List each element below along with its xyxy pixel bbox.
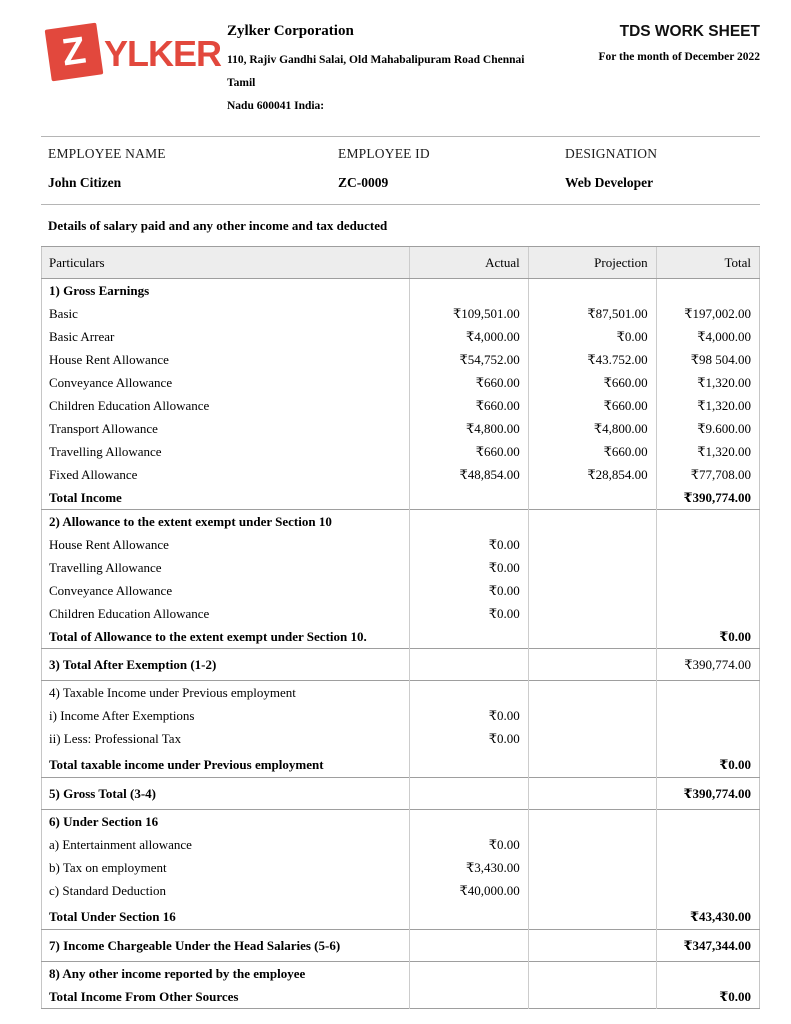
cell-projection [528,279,656,303]
column-header-particulars: Particulars [42,247,410,279]
cell-particulars: 5) Gross Total (3-4) [49,786,157,801]
cell-total: ₹1,320.00 [656,394,759,417]
cell-actual: ₹0.00 [409,602,528,625]
table-section [42,510,760,649]
cell-particulars: Total taxable income under Previous employment [49,757,324,772]
table-row [42,417,760,440]
cell-total: ₹1,320.00 [656,440,759,463]
cell-projection: ₹28,854.00 [528,463,656,486]
cell-projection [528,556,656,579]
cell-actual: ₹40,000.00 [409,879,528,902]
document-title-block [550,20,760,63]
table-section [42,930,760,962]
cell-total: ₹98 504.00 [656,348,759,371]
column-header-total: Total [656,247,759,279]
cell-projection [528,833,656,856]
table-row [42,510,760,534]
cell-particulars: ii) Less: Professional Tax [49,731,182,746]
cell-actual [409,486,528,510]
table-row [42,371,760,394]
cell-particulars: 1) Gross Earnings [49,283,150,298]
employee-name-label: EMPLOYEE NAME [48,146,166,161]
cell-actual: ₹48,854.00 [409,463,528,486]
designation-label: DESIGNATION [565,146,658,161]
table-row [42,325,760,348]
cell-actual [409,750,528,778]
employee-name-value: John Citizen [48,175,122,190]
table-row [42,833,760,856]
cell-particulars: Total Under Section 16 [49,909,176,924]
cell-total: ₹0.00 [656,750,759,778]
table-row [42,486,760,510]
salary-table-header [42,247,760,279]
cell-projection: ₹43.752.00 [528,348,656,371]
employee-id-label: EMPLOYEE ID [338,146,430,161]
table-row [42,302,760,325]
cell-total: ₹9.600.00 [656,417,759,440]
table-row [42,930,760,962]
cell-actual: ₹54,752.00 [409,348,528,371]
cell-particulars: Basic [49,306,78,321]
document-header [41,20,760,118]
zylker-logo-wordmark: YLKER [104,33,222,74]
table-section [42,649,760,681]
employee-info-section [41,136,760,205]
document-title: TDS WORK SHEET [619,23,760,40]
cell-particulars: House Rent Allowance [49,352,169,367]
cell-particulars: House Rent Allowance [49,537,169,552]
table-section [42,810,760,930]
cell-total [656,602,759,625]
cell-particulars: 4) Taxable Income under Previous employment [49,685,296,700]
cell-total: ₹390,774.00 [656,649,759,681]
cell-particulars: Children Education Allowance [49,398,210,413]
table-section [42,962,760,1009]
cell-actual [409,681,528,705]
cell-particulars: 7) Income Chargeable Under the Head Salaries (5-6) [49,938,341,953]
cell-particulars: Total Income [49,490,122,505]
employee-name-field [48,146,338,191]
cell-particulars: Conveyance Allowance [49,583,173,598]
table-row [42,394,760,417]
table-row [42,649,760,681]
cell-total [656,810,759,834]
cell-projection [528,727,656,750]
cell-particulars: Travelling Allowance [49,444,162,459]
details-heading: Details of salary paid and any other income and tax deducted [48,218,388,233]
cell-actual: ₹660.00 [409,371,528,394]
table-row [42,533,760,556]
cell-total [656,833,759,856]
cell-actual: ₹0.00 [409,533,528,556]
cell-particulars: c) Standard Deduction [49,883,166,898]
designation-value: Web Developer [565,175,654,190]
table-section [42,681,760,778]
company-address-line-2: Nadu 600041 India: [227,100,325,112]
cell-projection: ₹4,800.00 [528,417,656,440]
cell-projection [528,704,656,727]
cell-projection [528,810,656,834]
table-section [42,778,760,810]
cell-projection [528,625,656,649]
cell-total: ₹0.00 [656,985,759,1009]
cell-projection [528,681,656,705]
zylker-logo-z: Z [59,29,89,75]
table-row [42,579,760,602]
cell-total [656,879,759,902]
employee-id-value: ZC-0009 [338,175,389,190]
table-row [42,681,760,705]
cell-projection [528,533,656,556]
table-row [42,348,760,371]
table-row [42,778,760,810]
cell-projection [528,930,656,962]
cell-total: ₹1,320.00 [656,371,759,394]
cell-actual [409,625,528,649]
cell-actual: ₹0.00 [409,704,528,727]
cell-projection [528,856,656,879]
cell-actual [409,902,528,930]
cell-projection [528,962,656,986]
cell-projection: ₹0.00 [528,325,656,348]
cell-particulars: b) Tax on employment [49,860,167,875]
cell-actual: ₹0.00 [409,833,528,856]
table-row [42,902,760,930]
cell-total [656,962,759,986]
cell-particulars: Conveyance Allowance [49,375,173,390]
cell-total: ₹197,002.00 [656,302,759,325]
employee-id-field [338,146,565,191]
table-row [42,440,760,463]
cell-actual: ₹4,000.00 [409,325,528,348]
cell-total [656,556,759,579]
cell-total [656,533,759,556]
cell-projection: ₹660.00 [528,394,656,417]
cell-projection [528,750,656,778]
designation-field [565,146,760,191]
table-row [42,750,760,778]
table-row [42,962,760,986]
cell-total [656,856,759,879]
cell-particulars: Transport Allowance [49,421,158,436]
cell-projection [528,879,656,902]
header-row [42,247,760,279]
company-address-line-1: 110, Rajiv Gandhi Salai, Old Mahabalipuram Road Chennai Tamil [227,54,525,89]
cell-particulars: Total of Allowance to the extent exempt under Section 10. [49,629,367,644]
cell-particulars: Basic Arrear [49,329,115,344]
column-header-actual: Actual [409,247,528,279]
salary-table [41,246,760,1009]
cell-actual [409,279,528,303]
company-name: Zylker Corporation [227,23,354,39]
company-info [227,20,550,118]
cell-actual [409,930,528,962]
cell-actual [409,649,528,681]
cell-actual: ₹109,501.00 [409,302,528,325]
cell-particulars: a) Entertainment allowance [49,837,192,852]
cell-actual [409,810,528,834]
cell-total: ₹347,344.00 [656,930,759,962]
cell-particulars: 2) Allowance to the extent exempt under Section 10 [49,514,332,529]
cell-actual: ₹3,430.00 [409,856,528,879]
cell-projection: ₹87,501.00 [528,302,656,325]
cell-total [656,510,759,534]
table-row [42,727,760,750]
cell-total: ₹390,774.00 [656,778,759,810]
cell-total: ₹4,000.00 [656,325,759,348]
table-row [42,602,760,625]
cell-projection [528,579,656,602]
cell-total: ₹390,774.00 [656,486,759,510]
cell-total: ₹0.00 [656,625,759,649]
cell-actual: ₹4,800.00 [409,417,528,440]
table-row [42,625,760,649]
cell-projection [528,510,656,534]
cell-actual [409,510,528,534]
cell-projection [528,649,656,681]
cell-actual: ₹0.00 [409,579,528,602]
table-row [42,985,760,1009]
table-row [42,810,760,834]
cell-actual: ₹0.00 [409,556,528,579]
cell-actual [409,778,528,810]
table-row [42,856,760,879]
table-row [42,463,760,486]
column-header-projection: Projection [528,247,656,279]
table-row [42,704,760,727]
cell-particulars: 6) Under Section 16 [49,814,159,829]
cell-actual [409,962,528,986]
cell-total [656,704,759,727]
table-row [42,279,760,303]
cell-particulars: Total Income From Other Sources [49,989,239,1004]
cell-actual [409,985,528,1009]
table-section [42,279,760,510]
cell-particulars: 3) Total After Exemption (1-2) [49,657,217,672]
table-row [42,556,760,579]
cell-actual: ₹660.00 [409,394,528,417]
cell-total [656,279,759,303]
cell-actual: ₹0.00 [409,727,528,750]
cell-particulars: Children Education Allowance [49,606,210,621]
cell-projection [528,902,656,930]
cell-projection [528,985,656,1009]
cell-total [656,681,759,705]
zylker-logo-square-icon [45,23,104,82]
cell-projection [528,602,656,625]
cell-total: ₹77,708.00 [656,463,759,486]
cell-projection [528,486,656,510]
cell-projection [528,778,656,810]
cell-particulars: Fixed Allowance [49,467,138,482]
cell-actual: ₹660.00 [409,440,528,463]
cell-total [656,727,759,750]
cell-particulars: i) Income After Exemptions [49,708,195,723]
document-subtitle: For the month of December 2022 [598,51,760,63]
cell-projection: ₹660.00 [528,440,656,463]
cell-total [656,579,759,602]
cell-total: ₹43,430.00 [656,902,759,930]
table-row [42,879,760,902]
cell-projection: ₹660.00 [528,371,656,394]
cell-particulars: 8) Any other income reported by the employee [49,966,306,981]
cell-particulars: Travelling Allowance [49,560,162,575]
zylker-logo [41,20,227,94]
